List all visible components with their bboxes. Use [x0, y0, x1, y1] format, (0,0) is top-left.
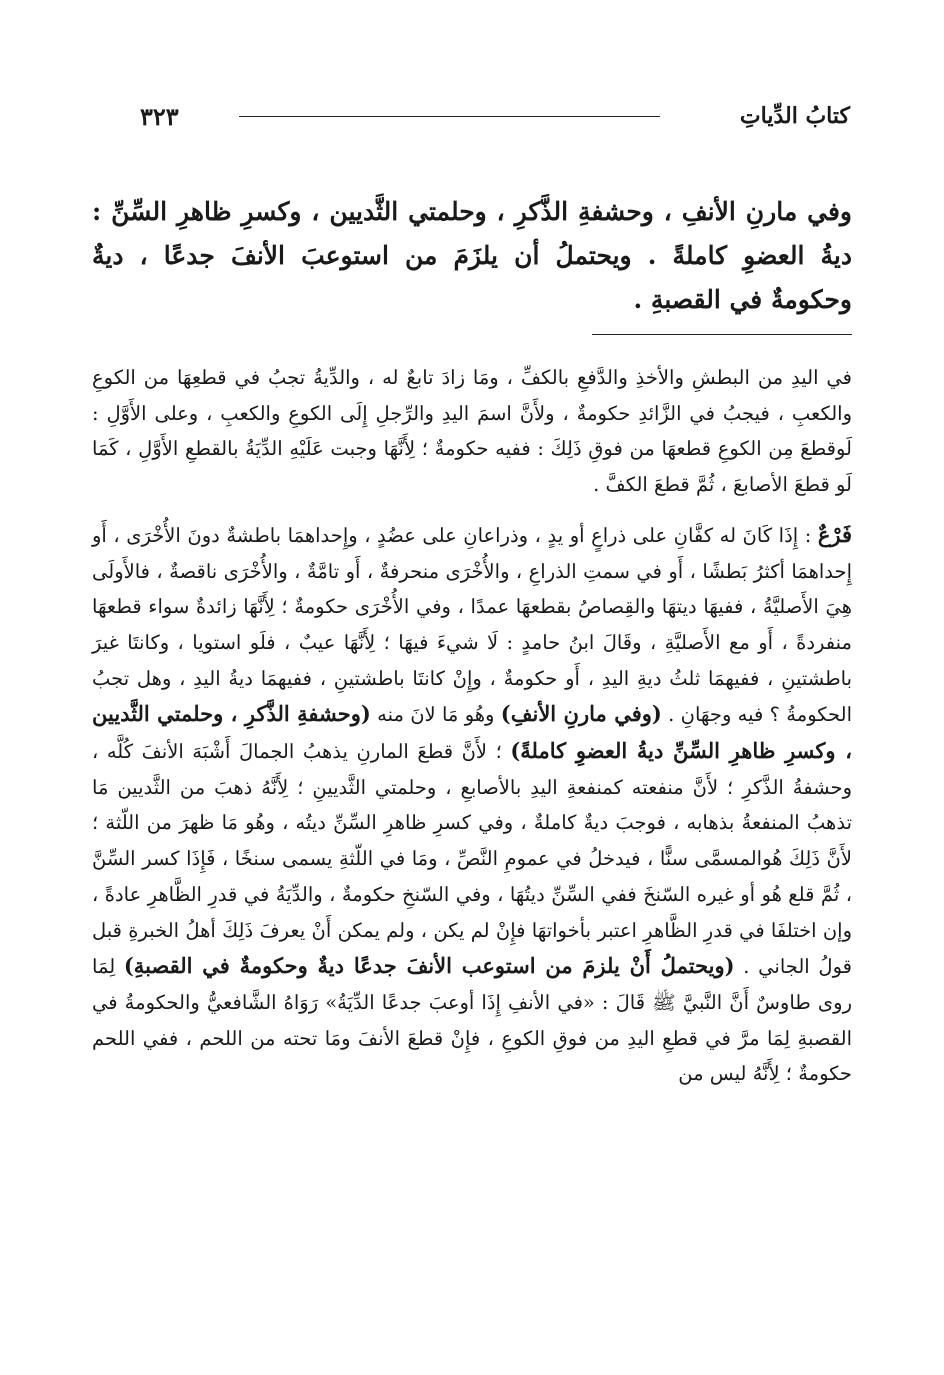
quoted-matn: (وحشفةِ الذَّكرِ ، وحلمتي الثَّديين ، وكسرِ ظاهرِ السِّنِّ ديةُ العضوِ كاملةً): [92, 701, 852, 764]
commentary-text: لِمَا روى طاوسٌ أَنَّ النَّبيَّ ﷺ قَالَ : «في الأنفِ إِذَا أوعبَ جدعًا الدِّيَةُ» رَوَاهُ الشَّافعيُّ والحكومةُ في القصبةِ لِمَا مرَّ في قطعِ اليدِ من فوقِ الكوعِ ، فإِنْ قطعَ الأنفَ ومَا تحته من اللحم ، ففي اللحم حكومةٌ ؛ لِأَنَّهُ ليس من: [92, 955, 852, 1086]
matn-text-block: [92, 190, 852, 322]
commentary-block: [92, 360, 852, 1100]
commentary-text: ؛ لأَنَّ قطعَ المارنِ يذهبُ الجمالَ أَشْبَهَ الأنفَ كُلَّه ، وحشفةُ الذَّكرِ ؛ لأَنَّ منفعته كمنفعةِ اليدِ بالأصابعِ ، وحلمتي الثَّديينِ ؛ لِأَنَّهُ ذهبَ من الثَّديين مَا تذهبُ المنفعةُ بذهابه ، فوجبَ ديةٌ كاملةٌ ، وفي كسرِ ظاهرِ السِّنِّ ديتُه ، وهُو مَا ظهرَ من اللّثة ؛ لأَنَّ ذَلِكَ هُوالمسمَّى سنًّا ، فيدخلُ في عمومِ النَّصِّ ، ومَا في اللّثةِ يسمى سنخًا ، فَإِذَا كسر السِّنَّ ، ثُمَّ قلع هُو أو غيره السّنخَ ففي السِّنِّ ديتُهَا ، وفي السّنخِ حكومةٌ ، والدِّيَةُ في قدرِ الظَّاهرِ عادةً ، وإن اختلفَا في قدرِ الظَّاهرِ اعتبر بأخواتهَا فإِنْ لم يكن ، ولم يمكن أَنْ يعرفَ ذَلِكَ أهلُ الخبرةِ قبل قولُ الجاني .: [92, 740, 852, 979]
footnote-divider: [592, 334, 852, 335]
page-header: [140, 96, 850, 136]
quoted-matn: (ويحتملُ أَنْ يلزمَ من استوعب الأنفَ جدعًا ديةٌ وحكومةٌ في القصبةِ): [123, 953, 735, 979]
header-rule: [239, 116, 660, 117]
commentary-paragraph-2: [92, 517, 852, 1092]
quoted-matn: (وفي مارنِ الأنفِ): [500, 701, 662, 727]
matn-paragraph: وفي مارنِ الأنفِ ، وحشفةِ الذَّكرِ ، وحلمتي الثَّديين ، وكسرِ ظاهرِ السِّنِّ : ديةُ العضوِ كاملةً . ويحتملُ أن يلزَمَ من استوعبَ الأنفَ جدعًا ، ديةٌ وحكومةٌ في القصبةِ .: [92, 197, 852, 314]
page-number: ٣٢٣: [140, 101, 179, 131]
section-heading-far: فَرْعٌ: [817, 521, 852, 547]
commentary-text: : إِذَا كَانَ له كفَّانِ على ذراعٍ أو يدٍ ، وذراعانِ على عضُدٍ ، وإِحداهمَا باطشةٌ دونَ الأُخْرَى ، أَو إِحداهمَا أكثرُ بَطشًا ، أَو في سمتِ الذراعِ ، والأُخْرَى منحرفةٌ ، أَو تامَّةٌ ، والأُخْرَى ناقصةٌ ، فالأَولَى هِيَ الأَصليَّةُ ، ففيهَا ديتهَا والقِصاصُ بقطعهَا عمدًا ، وفي الأُخْرَى حكومةٌ ؛ لِأَنَّهَا زائدةٌ سواء قطعهَا منفردةً ، أَو مع الأَصليَّةِ ، وقَالَ ابنُ حامدٍ : لَا شيءَ فيهَا ؛ لِأَنَّهَا عيبٌ ، فلَو استويا ، وكانتَا غيرَ باطشتينِ ، ففيهمَا ثلثُ ديةِ اليدِ ، أَو حكومةٌ ، وإِنْ كانتَا باطشتينِ ، ففيهمَا ديةُ اليدِ ، وهل تجبُ الحكومةُ ؟ فيه وجهَانِ .: [92, 523, 852, 727]
commentary-text: وهُو مَا لانَ منه: [370, 703, 501, 727]
commentary-paragraph-1: في اليدِ من البطشِ والأخذِ والدَّفعِ بالكفِّ ، ومَا زادَ تابعٌ له ، والدِّيةُ تجبُ في قطعِهَا من الكوعِ والكعبِ ، فيجبُ في الزَّائدِ حكومةٌ ، ولأَنَّ اسمَ اليدِ والرِّجلِ إِلَى الكوعِ والكعبِ ، وعلى الأَوَّلِ : لَوقطعَ مِن الكوعِ قطعهَا من فوقِ ذَلِكَ : ففيه حكومةٌ ؛ لِأَنَّهَا وجبت عَلَيْهِ الدِّيَةُ بالقطعِ الأَوَّلِ ، كَمَا لَو قطعَ الأصابعَ ، ثُمَّ قطعَ الكفَّ .: [92, 366, 852, 497]
book-title: كتابُ الدِّياتِ: [739, 103, 850, 129]
